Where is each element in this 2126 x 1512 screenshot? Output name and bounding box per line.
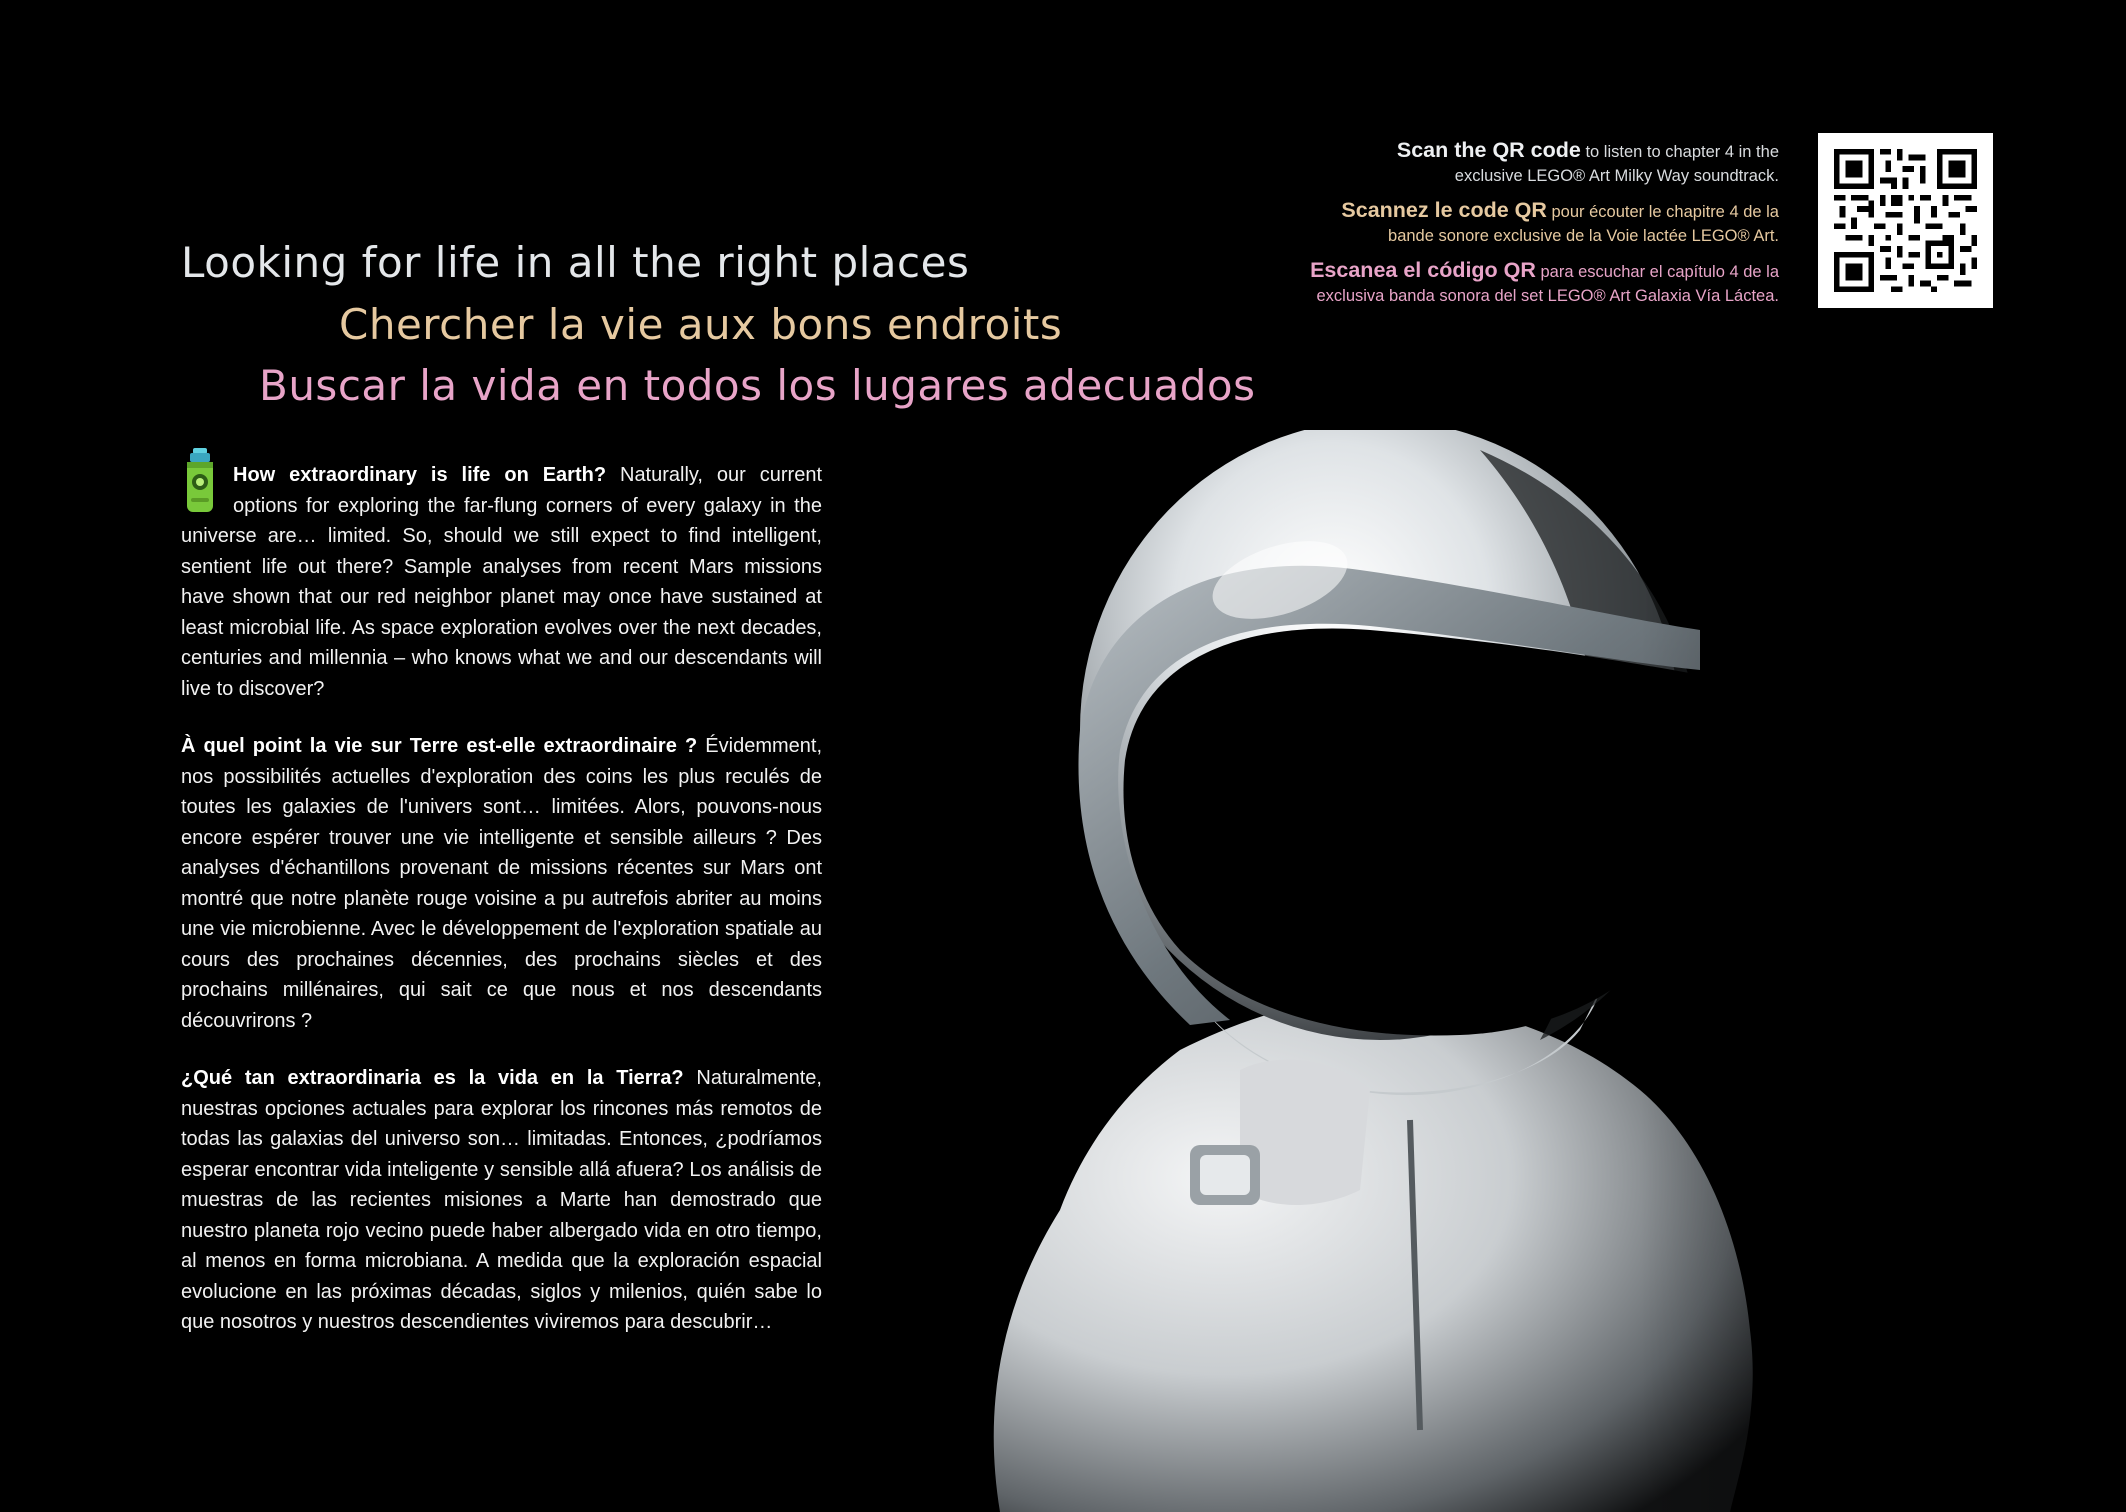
title-english: Looking for life in all the right places [181,238,970,287]
qr-instruction-spanish-line1: para escuchar el capítulo 4 de la [1535,263,1779,281]
paragraph-french [181,731,822,1036]
title-french: Chercher la vie aux bons endroits [339,300,1063,349]
qr-instruction-spanish-bold: Escanea el código QR [1310,258,1536,282]
alien-minifigure-icon [181,448,219,516]
qr-code-icon [1834,149,1977,292]
paragraph-english-text: Naturally, our current options for exploring the far-flung corners of every galaxy in the universe are… limited. So, should we still expect to find intelligent, sentient life out there? Sample analyses from recent Mars missions have shown that our red neighbor planet may once have sustained at least microbial life. As space exploration evolves over the next decades, centuries and millennia – who knows what we and our descendants will live to discover? [181,464,822,700]
qr-instruction-english-line1: to listen to chapter 4 in the [1580,143,1779,161]
paragraph-spanish-text: Naturalmente, nuestras opciones actuales para explorar los rincones más remotos de todas las galaxias del universo son… limitadas. Entonces, ¿podríamos esperar encontrar vida inteligente y sensible allá afuera? Los análisis de muestras de las recientes misiones a Marte han demostrado que nuestro planeta rojo vecino puede haber albergado vida en otro tiempo, al menos en forma microbiana. A medida que la exploración espacial evolucione en las próximas décadas, siglos y milenios, quién sabe lo que nosotros y nuestros descendientes viviremos para descubrir… [181,1067,822,1333]
qr-instruction-english-line2: exclusive LEGO® Art Milky Way soundtrack. [1454,167,1779,185]
paragraph-english-lead: How extraordinary is life on Earth? [233,464,607,486]
qr-instruction-english [1239,138,1779,188]
qr-instruction-french-line2: bande sonore exclusive de la Voie lactée LEGO® Art. [1388,227,1779,245]
qr-instruction-spanish [1239,258,1779,308]
qr-instruction-french-bold: Scannez le code QR [1341,198,1547,222]
qr-code[interactable] [1818,133,1993,308]
qr-instruction-french-line1: pour écouter le chapitre 4 de la [1546,203,1779,221]
title-spanish: Buscar la vida en todos los lugares adecuados [259,361,1256,410]
body-copy [181,460,822,1365]
paragraph-french-text: Évidemment, nos possibilités actuelles d'exploration des coins les plus reculés de toutes les galaxies de l'univers sont… limitées. Alors, pouvons-nous encore espérer trouver une vie intelligente et sensible ailleurs ? Des analyses d'échantillons provenant de missions récentes sur Mars ont montré que notre planète rouge voisine a pu autrefois abriter au moins une vie microbienne. Avec le développement de l'exploration spatiale au cours des prochaines décennies, des prochains siècles et des prochains millénaires, qui sait ce que nous et nos descendants découvrirons ? [181,735,822,1032]
paragraph-spanish [181,1063,822,1338]
qr-instruction-english-bold: Scan the QR code [1396,138,1581,162]
paragraph-english [181,460,822,704]
astronaut-photo [940,430,2126,1512]
paragraph-french-lead: À quel point la vie sur Terre est-elle extraordinaire ? [181,735,698,757]
qr-instruction-spanish-line2: exclusiva banda sonora del set LEGO® Art Galaxia Vía Láctea. [1316,287,1779,305]
qr-instruction-french [1239,198,1779,248]
qr-instructions [1239,138,1779,318]
paragraph-spanish-lead: ¿Qué tan extraordinaria es la vida en la Tierra? [181,1067,684,1089]
